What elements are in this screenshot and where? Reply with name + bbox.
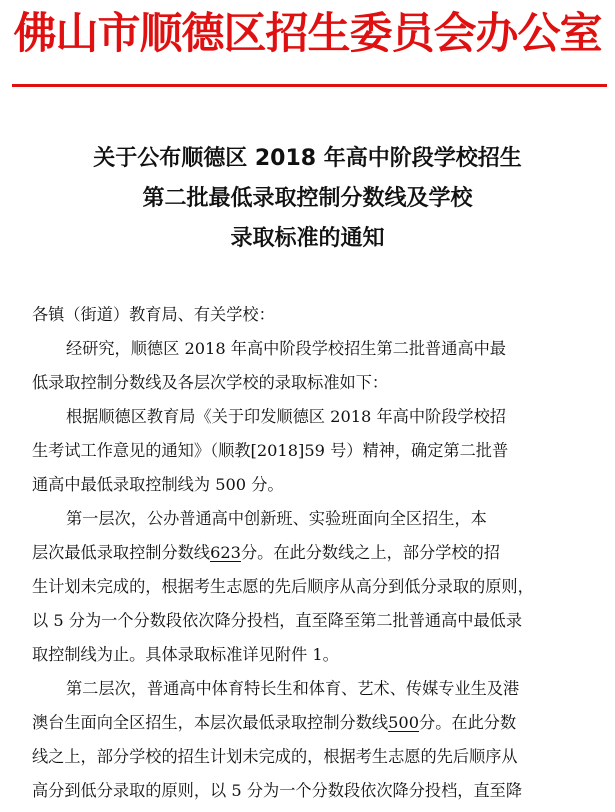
paragraph-4-line-2-pre: 澳台生面向全区招生，本层次最低录取控制分数线 bbox=[32, 713, 389, 732]
title-line-3: 录取标准的通知 bbox=[230, 226, 385, 251]
paragraph-3-line-3: 生计划未完成的，根据考生志愿的先后顺序从高分到低分录取的原则， bbox=[32, 577, 534, 596]
paragraph-3-line-2 bbox=[32, 536, 592, 570]
paragraph-2-line-2: 生考试工作意见的通知》（顺教[2018]59 号）精神，确定第二批普 bbox=[32, 441, 509, 460]
paragraph-4-line-1: 第二层次，普通高中体育特长生和体育、艺术、传媒专业生及港 bbox=[66, 679, 520, 698]
document-title bbox=[0, 139, 615, 259]
paragraph-4-line-4: 高分到低分录取的原则，以 5 分为一个分数段依次降分投档，直至降 bbox=[32, 781, 523, 800]
paragraph-3-line-2-pre: 层次最低录取控制分数线 bbox=[32, 543, 211, 562]
paragraph-2-line-1: 根据顺德区教育局《关于印发顺德区 2018 年高中阶段学校招 bbox=[66, 407, 506, 426]
paragraph-3-line-2-post: 分。在此分数线之上，部分学校的招 bbox=[240, 543, 500, 562]
paragraph-4-line-2 bbox=[32, 706, 592, 740]
tier-1-score: 623 bbox=[210, 543, 241, 562]
paragraph-1-line-2: 低录取控制分数线及各层次学校的录取标准如下： bbox=[32, 373, 389, 392]
paragraph-3-line-4: 以 5 分为一个分数段依次降分投档，直至降至第二批普通高中最低录 bbox=[32, 611, 523, 630]
red-divider-line bbox=[12, 84, 607, 87]
document-body bbox=[32, 298, 592, 808]
letterhead: 佛山市顺德区招生委员会办公室 bbox=[13, 9, 602, 59]
paragraph-3-line-1: 第一层次，公办普通高中创新班、实验班面向全区招生，本 bbox=[66, 509, 487, 528]
paragraph-1-line-1: 经研究，顺德区 2018 年高中阶段学校招生第二批普通高中最 bbox=[66, 339, 506, 358]
title-line-1: 关于公布顺德区 2018 年高中阶段学校招生 bbox=[93, 146, 522, 171]
paragraph-2-line-3: 通高中最低录取控制线为 500 分。 bbox=[32, 475, 284, 494]
salutation: 各镇（街道）教育局、有关学校： bbox=[32, 305, 275, 324]
tier-2-score: 500 bbox=[388, 713, 420, 732]
paragraph-4-line-3: 线之上，部分学校的招生计划未完成的，根据考生志愿的先后顺序从 bbox=[32, 747, 518, 766]
paragraph-4-line-2-post: 分。在此分数 bbox=[419, 713, 517, 732]
paragraph-3-line-5: 取控制线为止。具体录取标准详见附件 1。 bbox=[32, 645, 339, 664]
title-line-2: 第二批最低录取控制分数线及学校 bbox=[142, 186, 473, 211]
